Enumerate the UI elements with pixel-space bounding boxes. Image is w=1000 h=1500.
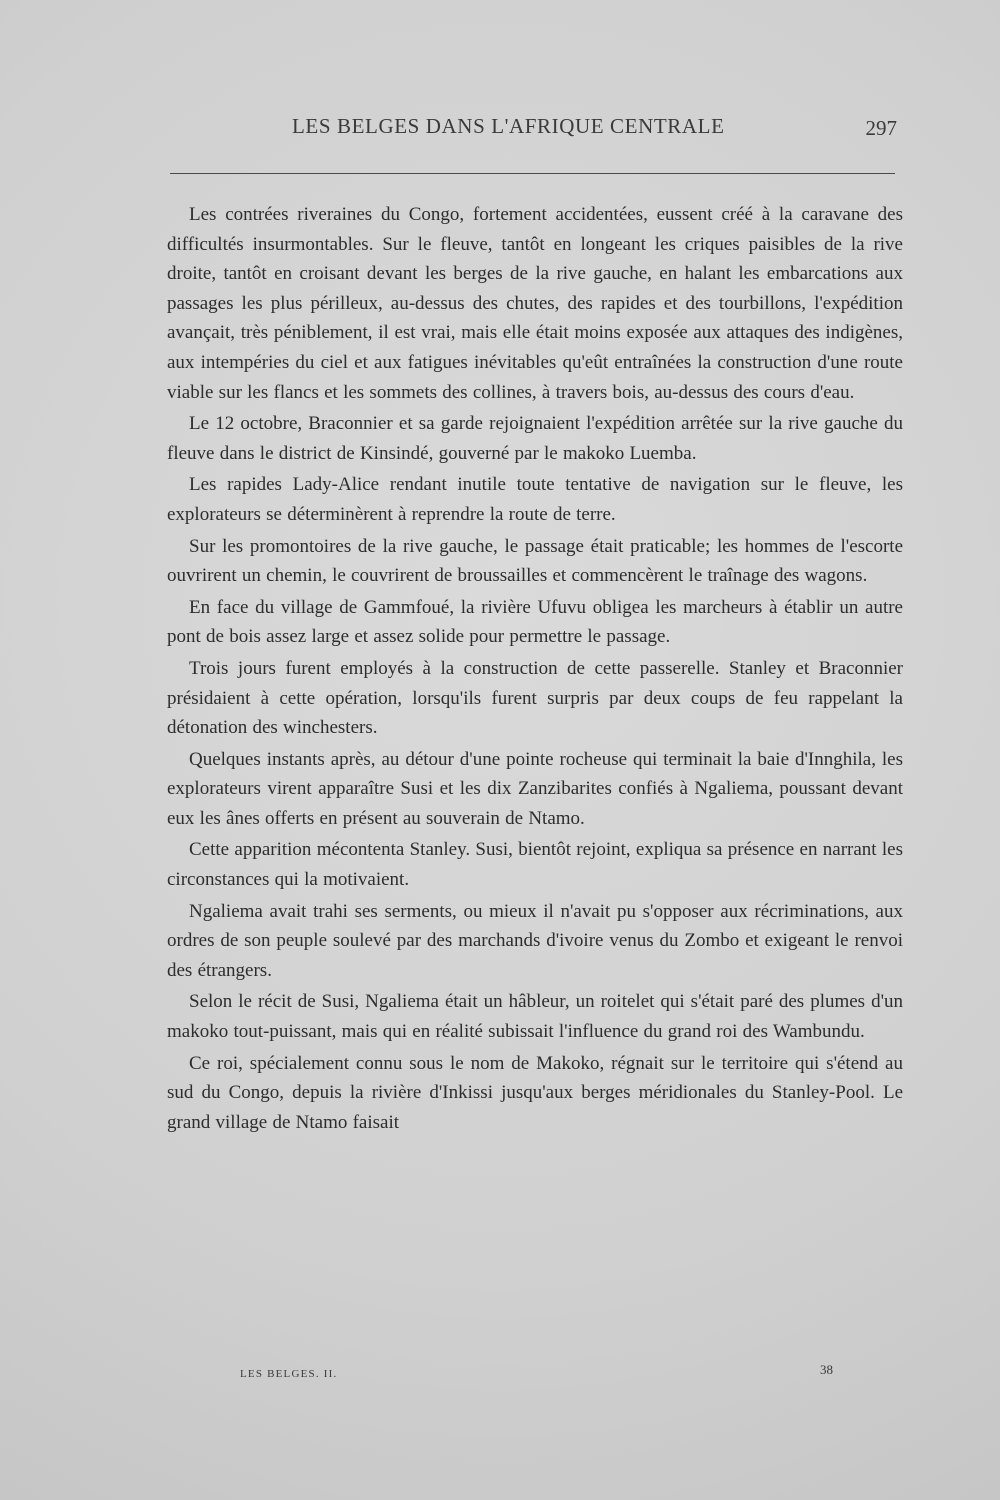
paragraph: Cette apparition mécontenta Stanley. Susi, bientôt rejoint, expliqua sa présence en narrant les circonstances qui la motivaient.: [167, 839, 903, 891]
paragraph: Trois jours furent employés à la construction de cette passerelle. Stanley et Braconnier présidaient à cette opération, lorsqu'ils furent surpris par deux coups de feu rappelant la détonation des winchesters.: [167, 657, 903, 739]
book-signature: LES BELGES. II.: [240, 1368, 338, 1380]
paragraph: Ngaliema avait trahi ses serments, ou mieux il n'avait pu s'opposer aux récriminations, aux ordres de son peuple soulevé par des marchands d'ivoire venus du Zombo et exigeant le renvoi des étrangers.: [167, 900, 903, 981]
page-footer: [170, 1362, 905, 1386]
running-title: LES BELGES DANS L'AFRIQUE CENTRALE: [292, 114, 725, 138]
paragraph: Selon le récit de Susi, Ngaliema était un hâbleur, un roitelet qui s'était paré des plumes d'un makoko tout-puissant, mais qui en réalité subissait l'influence du grand roi des Wambundu.: [167, 991, 903, 1043]
paragraph: Sur les promontoires de la rive gauche, le passage était praticable; les hommes de l'escorte ouvrirent un chemin, le couvrirent de broussailles et commencèrent le traînage des wagons.: [167, 535, 903, 587]
paragraph: En face du village de Gammfoué, la rivière Ufuvu obligea les marcheurs à établir un autre pont de bois assez large et assez solide pour permettre le passage.: [167, 596, 903, 648]
running-header: [170, 114, 905, 148]
paragraph: Ce roi, spécialement connu sous le nom de Makoko, régnait sur le territoire qui s'étend au sud du Congo, depuis la rivière d'Inkissi jusqu'aux berges méridionales du Stanley-Pool. Le grand village de Ntamo faisait: [167, 1052, 903, 1133]
page-number: 297: [865, 116, 897, 140]
header-rule: [170, 173, 895, 174]
paragraph: Les contrées riveraines du Congo, fortement accidentées, eussent créé à la caravane des difficultés insurmontables. Sur le fleuve, tantôt en longeant les criques paisibles de la rive droite, tantôt en croisant devant les berges de la rive gauche, en halant les embarcations aux passages les plus périlleux, au-dessus des chutes, des rapides et des tourbillons, l'expédition avançait, très péniblement, il est vrai, mais elle était moins exposée aux attaques des indigènes, aux intempéries du ciel et aux fatigues inévitables qu'eût entraînées la construction d'une route viable sur les flancs et les sommets des collines, à travers bois, au-dessus des cours d'eau.: [167, 204, 903, 403]
sheet-number: 38: [820, 1362, 833, 1377]
body-text: [167, 200, 903, 1139]
paragraph: Les rapides Lady-Alice rendant inutile toute tentative de navigation sur le fleuve, les explorateurs se déterminèrent à reprendre la route de terre.: [167, 474, 903, 525]
paragraph: Quelques instants après, au détour d'une pointe rocheuse qui terminait la baie d'Innghila, les explorateurs virent apparaître Susi et les dix Zanzibarites confiés à Ngaliema, poussant devant eux les ânes offerts en présent au souverain de Ntamo.: [167, 748, 903, 829]
paragraph: Le 12 octobre, Braconnier et sa garde rejoignaient l'expédition arrêtée sur la rive gauche du fleuve dans le district de Kinsindé, gouverné par le makoko Luemba.: [167, 413, 903, 464]
